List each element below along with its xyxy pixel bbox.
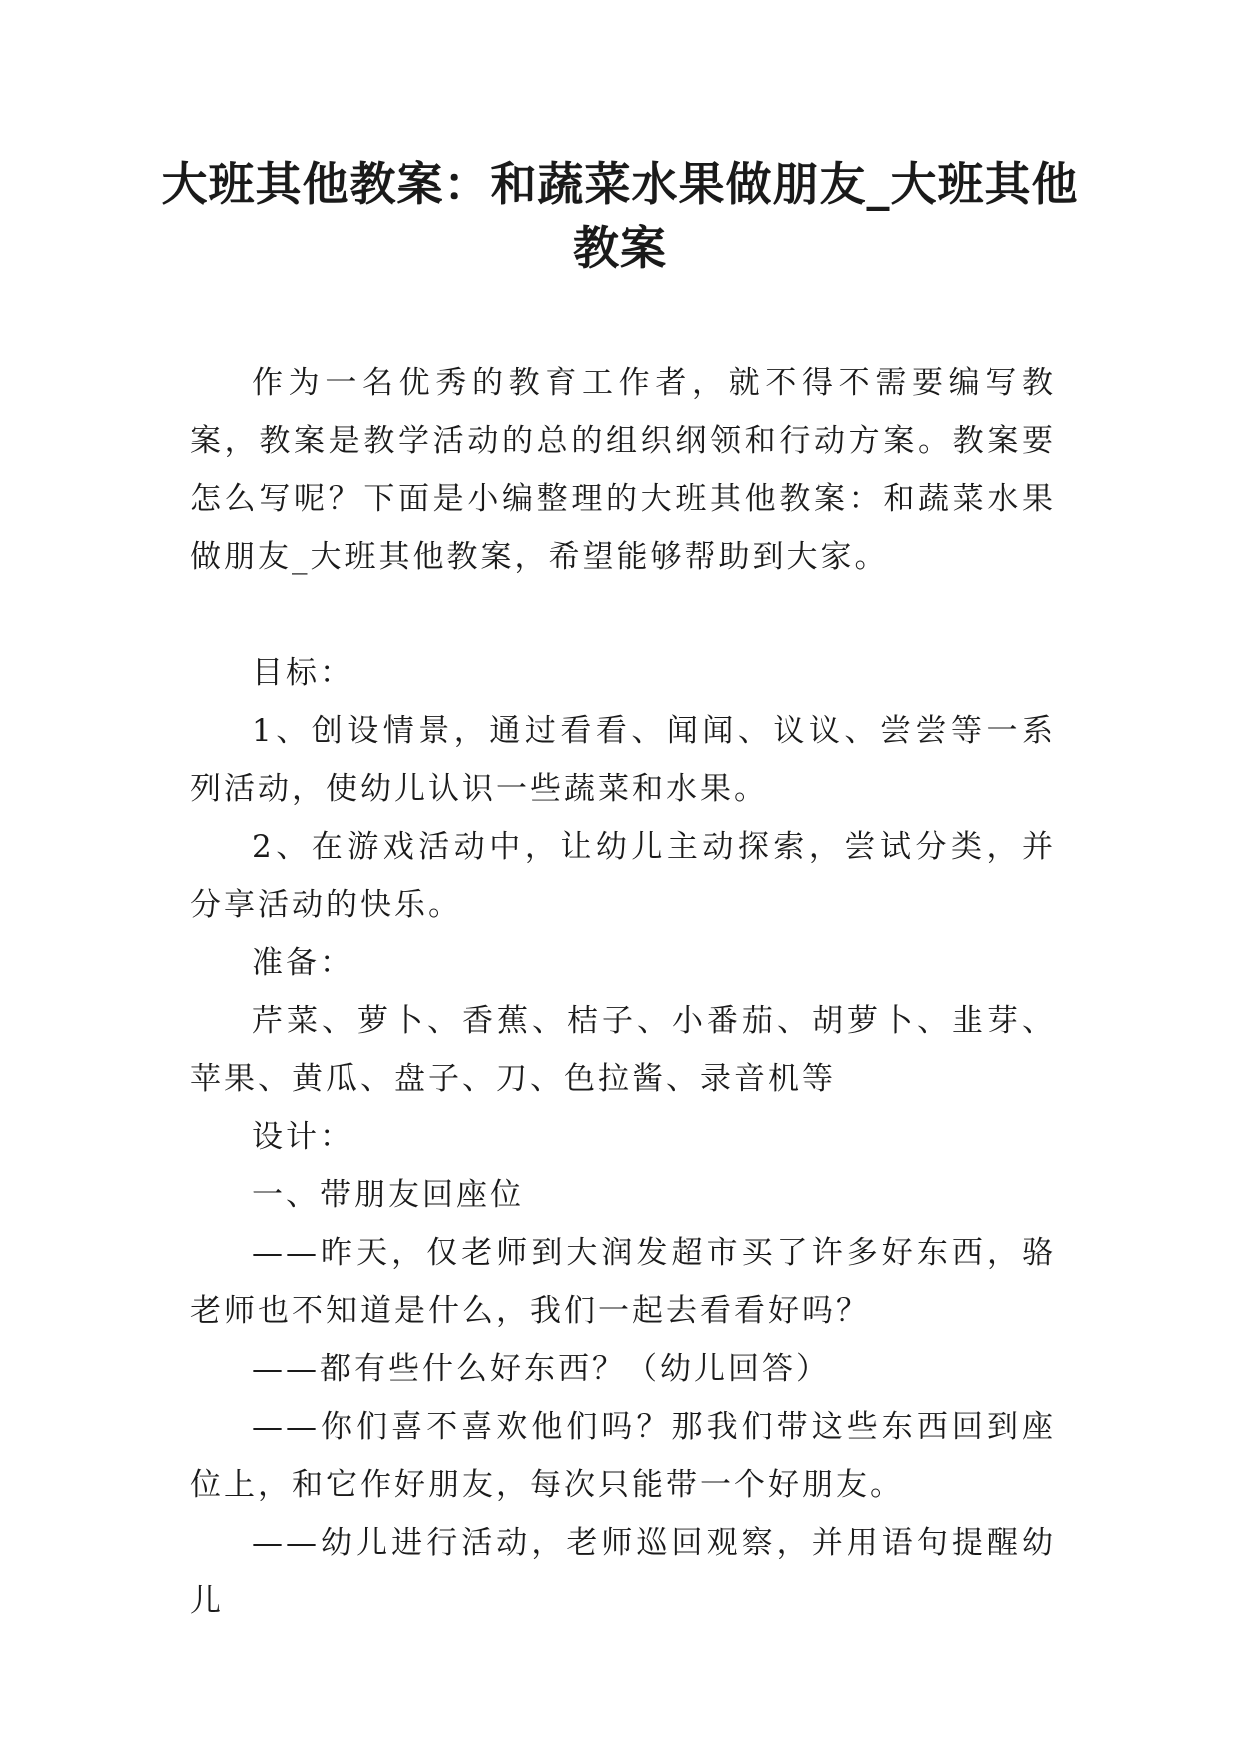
- intro-paragraph: 作为一名优秀的教育工作者，就不得不需要编写教案，教案是教学活动的总的组织纲领和行动方案。教案要怎么写呢？下面是小编整理的大班其他教案：和蔬菜水果做朋友_大班其他教案，希望能够帮助到大家。: [190, 365, 1056, 575]
- goal-item-1: 1、创设情景，通过看看、闻闻、议议、尝尝等一系列活动，使幼儿认识一些蔬菜和水果。: [190, 713, 1056, 807]
- design-step-1-heading: 一、带朋友回座位: [252, 1177, 524, 1213]
- section-heading-preparation: 准备：: [252, 945, 354, 981]
- dialogue-line-4: ——幼儿进行活动，老师巡回观察，并用语句提醒幼儿: [190, 1525, 1056, 1619]
- dialogue-line-2: ——都有些什么好东西？（幼儿回答）: [252, 1351, 830, 1387]
- document-body: [190, 354, 1056, 1630]
- preparation-list: 芹菜、萝卜、香蕉、桔子、小番茄、胡萝卜、韭芽、苹果、黄瓜、盘子、刀、色拉酱、录音机等: [190, 1003, 1056, 1097]
- dialogue-line-3: ——你们喜不喜欢他们吗？那我们带这些东西回到座位上，和它作好朋友，每次只能带一个好朋友。: [190, 1409, 1056, 1503]
- document-title: 大班其他教案：和蔬菜水果做朋友_大班其他教案: [161, 157, 1079, 275]
- section-heading-design: 设计：: [252, 1119, 354, 1155]
- section-heading-goals: 目标：: [252, 655, 354, 691]
- goal-item-2: 2、在游戏活动中，让幼儿主动探索，尝试分类，并分享活动的快乐。: [190, 829, 1056, 923]
- dialogue-line-1: ——昨天，仅老师到大润发超市买了许多好东西，骆老师也不知道是什么，我们一起去看看好吗？: [190, 1235, 1056, 1329]
- paragraph-spacer: [190, 586, 1056, 644]
